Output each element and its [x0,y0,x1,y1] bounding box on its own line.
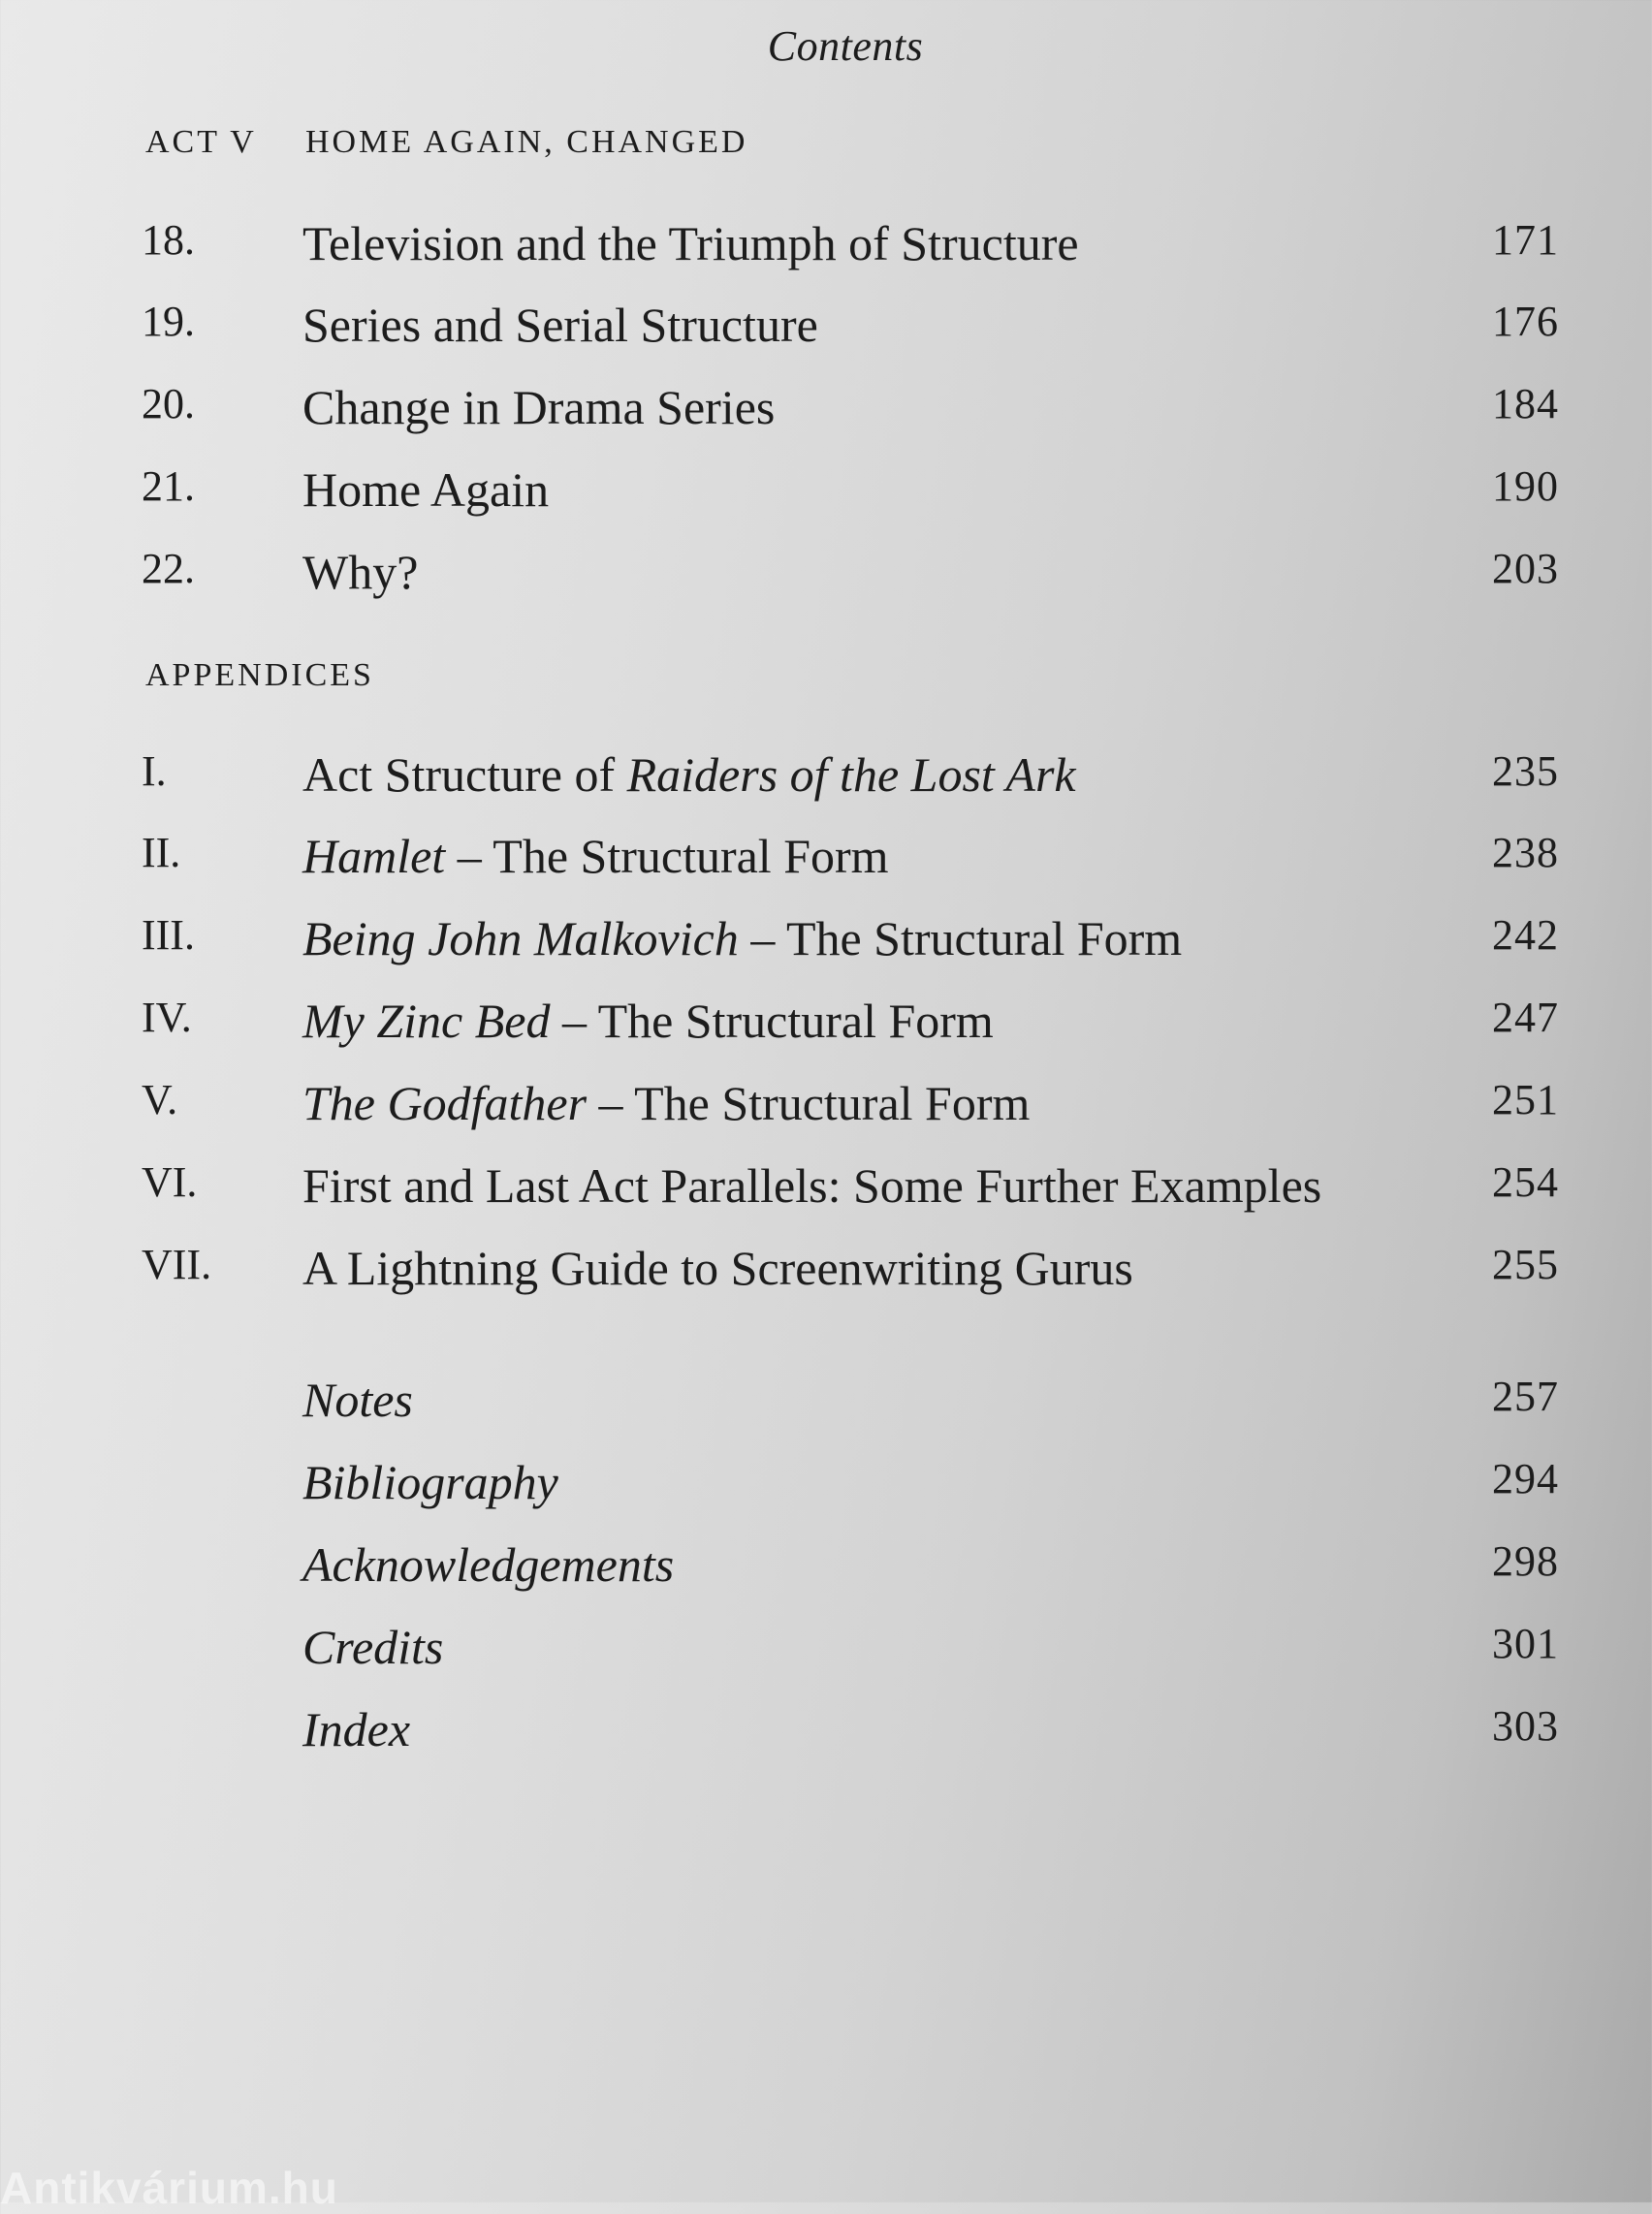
back-matter-title: Index [302,1702,411,1756]
toc-row-back-matter[interactable] [0,1372,1652,1449]
page-number: 190 [1492,462,1559,510]
title-text: – The Structural Form [587,1076,1031,1130]
page-number: 257 [1492,1373,1559,1420]
title-text: Act Structure of [302,747,627,802]
appendix-number: I. [142,747,167,795]
act-v-heading [145,124,747,161]
title-italic-text: My Zinc Bed [302,994,551,1048]
toc-row-appendix[interactable] [0,1075,1652,1153]
appendix-number: II. [142,829,181,876]
title-italic-text: Raiders of the Lost Ark [626,747,1076,802]
page-number: 176 [1492,298,1559,345]
toc-row-chapter[interactable] [0,215,1652,293]
toc-row-appendix[interactable] [0,828,1652,905]
appendix-number: VII. [142,1241,212,1288]
page-number: 184 [1492,380,1559,427]
page-number: 251 [1492,1076,1559,1123]
chapter-title: Series and Serial Structure [302,298,818,352]
page-number: 294 [1492,1455,1559,1502]
appendix-title [302,910,1182,966]
toc-row-back-matter[interactable] [0,1619,1652,1696]
chapter-number: 22. [142,545,195,592]
toc-row-appendix[interactable] [0,993,1652,1070]
appendix-number: V. [142,1076,178,1123]
page-number: 298 [1492,1537,1559,1585]
page-number: 255 [1492,1241,1559,1288]
toc-row-chapter[interactable] [0,297,1652,374]
appendix-number: III. [142,911,195,959]
page-number: 171 [1492,216,1559,264]
toc-row-appendix[interactable] [0,1240,1652,1317]
chapter-number: 21. [142,462,195,510]
toc-row-chapter[interactable] [0,544,1652,621]
page-number: 247 [1492,994,1559,1041]
title-text: – The Structural Form [550,994,994,1048]
appendices-heading: APPENDICES [145,657,374,693]
page-number: 203 [1492,545,1559,592]
chapter-title: Home Again [302,462,550,517]
back-matter-title: Bibliography [302,1455,558,1509]
title-italic-text: Being John Malkovich [302,911,739,965]
page-number: 242 [1492,911,1559,959]
toc-row-back-matter[interactable] [0,1536,1652,1614]
act-number: ACT V [145,124,257,160]
back-matter-title: Acknowledgements [302,1537,675,1592]
act-title: HOME AGAIN, CHANGED [305,124,748,160]
chapter-number: 19. [142,298,195,345]
toc-row-back-matter[interactable] [0,1701,1652,1779]
toc-row-appendix[interactable] [0,1157,1652,1235]
title-italic-text: Hamlet [302,829,446,883]
appendix-title [302,993,994,1049]
title-text: – The Structural Form [445,829,889,883]
toc-row-appendix[interactable] [0,910,1652,988]
appendix-title [302,1075,1030,1131]
appendix-number: IV. [142,994,192,1041]
page-number: 303 [1492,1702,1559,1750]
page-number: 254 [1492,1158,1559,1206]
title-italic-text: The Godfather [302,1076,588,1130]
toc-row-chapter[interactable] [0,461,1652,539]
chapter-title: Why? [302,545,419,599]
chapter-number: 18. [142,216,195,264]
toc-row-chapter[interactable] [0,379,1652,457]
page-number: 301 [1492,1620,1559,1667]
appendix-title [302,828,889,884]
title-text: – The Structural Form [738,911,1183,965]
page-number: 235 [1492,747,1559,795]
appendix-title [302,746,1076,803]
appendix-title: First and Last Act Parallels: Some Further Examples [302,1158,1322,1213]
page-header-title: Contents [767,22,924,70]
toc-row-back-matter[interactable] [0,1454,1652,1532]
page-number: 238 [1492,829,1559,876]
chapter-number: 20. [142,380,195,427]
back-matter-title: Credits [302,1620,444,1674]
appendix-title: A Lightning Guide to Screenwriting Gurus [302,1241,1133,1295]
watermark-text: Antikvárium.hu [0,2163,338,2213]
appendix-number: VI. [142,1158,198,1206]
back-matter-title: Notes [302,1373,413,1427]
toc-row-appendix[interactable] [0,746,1652,824]
chapter-title: Change in Drama Series [302,380,776,434]
chapter-title: Television and the Triumph of Structure [302,216,1079,270]
